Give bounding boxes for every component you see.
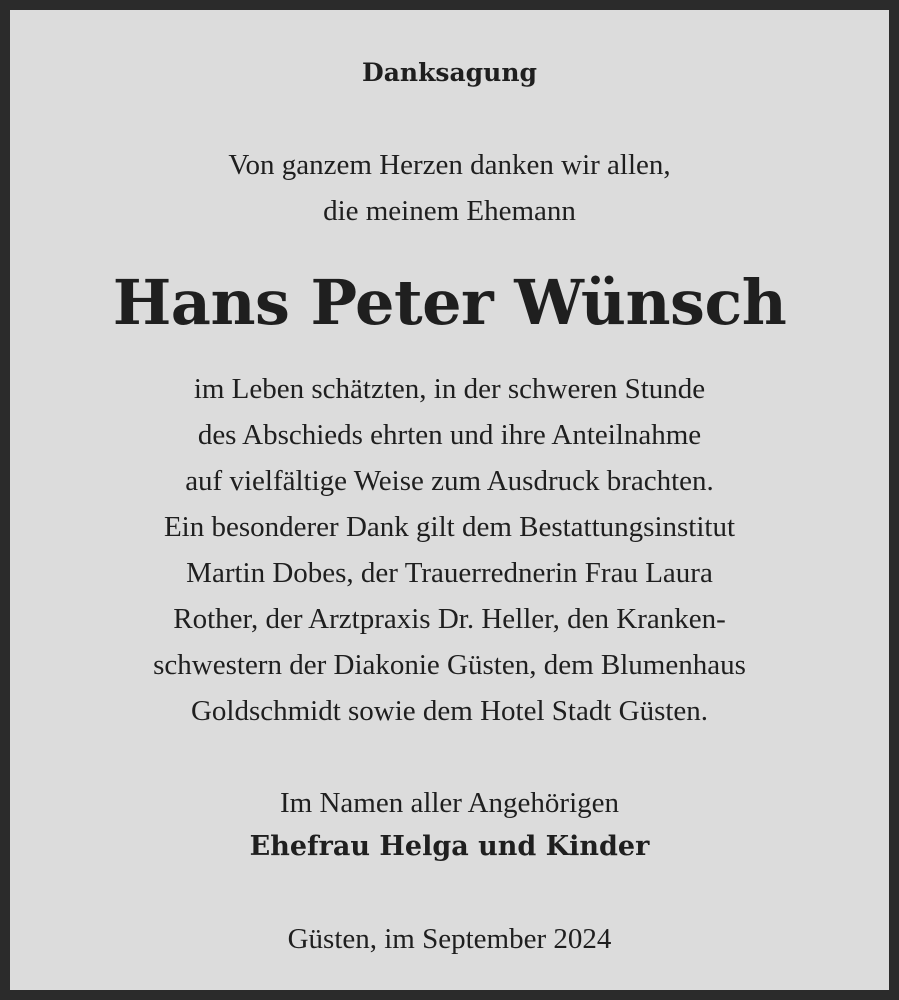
body-line: Ein besonderer Dank gilt dem Bestattungsinstitut <box>163 511 736 543</box>
body-line: Goldschmidt sowie dem Hotel Stadt Güsten. <box>190 695 709 727</box>
intro-line: die meinem Ehemann <box>323 195 576 227</box>
deceased-name: Hans Peter Wünsch <box>112 266 787 339</box>
body-line: Martin Dobes, der Trauerrednerin Frau Laura <box>186 557 713 589</box>
place-date: Güsten, im September 2024 <box>287 923 612 955</box>
notice-heading: Danksagung <box>362 58 537 87</box>
body-line: im Leben schätzten, in der schweren Stunde <box>193 373 706 405</box>
closing-line: Im Namen aller Angehörigen <box>279 787 620 819</box>
body-line: auf vielfältige Weise zum Ausdruck brachten. <box>185 465 714 497</box>
body-line: schwestern der Diakonie Güsten, dem Blumenhaus <box>153 649 746 681</box>
body-line: Rother, der Arztpraxis Dr. Heller, den Kranken- <box>173 603 726 635</box>
body-line: des Abschieds ehrten und ihre Anteilnahme <box>197 419 702 451</box>
signatories: Ehefrau Helga und Kinder <box>249 831 650 862</box>
intro-line: Von ganzem Herzen danken wir allen, <box>228 149 671 181</box>
